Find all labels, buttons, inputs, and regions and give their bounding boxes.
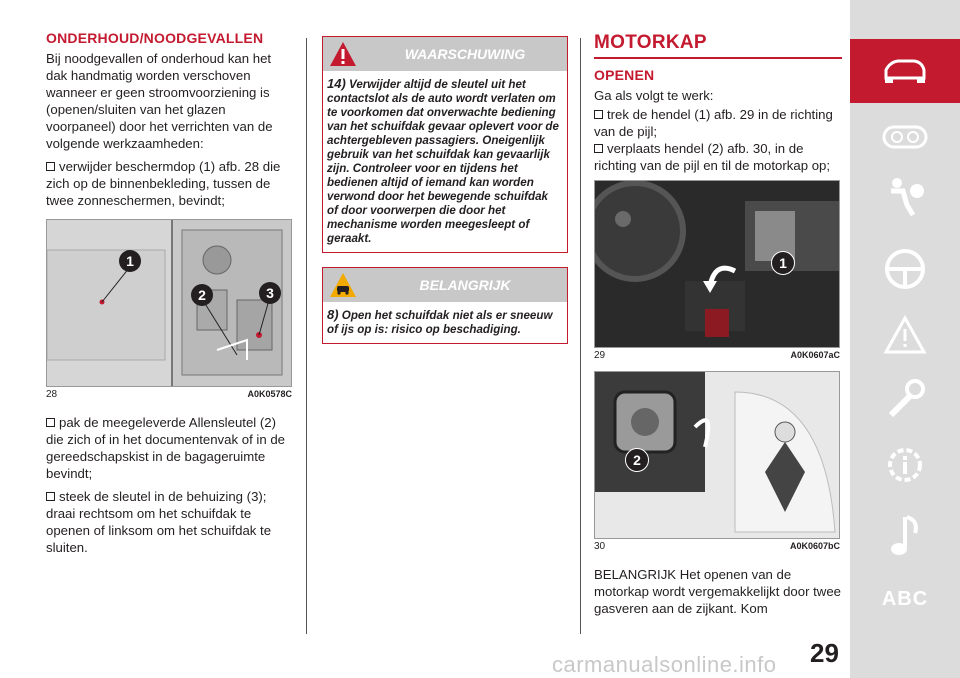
step-item [594,106,842,140]
dashboard-icon[interactable] [880,112,930,162]
callout-2: 2 [191,284,213,306]
warning-title: WAARSCHUWING [404,46,526,62]
column-divider [306,38,307,634]
wrench-icon[interactable] [880,374,930,424]
checkbox-bullet-icon [46,492,55,501]
figure-caption [594,350,840,361]
steering-wheel-icon[interactable] [880,244,930,294]
note-text: BELANGRIJK Het openen van de motorkap wordt vergemakkelijkt door twee gasveren aan de zijkant. Kom [594,567,842,616]
car-icon[interactable] [880,46,930,96]
abc-index-button[interactable] [880,574,930,624]
watermark: carmanualsonline.info [552,652,777,677]
warning-triangle-icon[interactable] [880,310,930,360]
important-text: Open het schuifdak niet als er sneeuw of ijs op is: risico op beschadiging. [327,309,553,336]
important-ref: 8) [327,307,339,322]
chapter-sidebar [850,0,960,678]
step-text: steek de sleutel in de behuizing (3); draai rechtsom om het schuifdak te openen of linksom om het schuifdak te sluiten. [46,489,272,555]
step-text: verplaats hendel (2) afb. 30, in de richting van de pijl en til de motorkap op; [594,141,831,173]
right-column [594,32,842,617]
figure-number: 29 [594,350,606,361]
step-text: pak de meegeleverde Allensleutel (2) die zich of in het documentenvak of in de gereedschapskist in de bagageruimte bevindt; [46,415,285,481]
intro-text: Ga als volgt te werk: [594,88,714,103]
airbag-icon[interactable] [880,172,930,222]
roof-illustration [47,220,291,386]
callout-2: 2 [625,448,649,472]
warning-body [323,71,567,252]
intro-text: Bij noodgevallen of onderhoud kan het dak handmatig worden verschoven wanneer er geen stroomvoorziening is (openen/sluiten van het glazen voorpaneel) door het verrichten van de volgende werkzaamheden: [46,51,273,151]
figure-caption [46,389,292,400]
checkbox-bullet-icon [46,418,55,427]
warning-text: Verwijder altijd de sleutel uit het contactslot als de auto wordt verlaten om te voorkomen dat onverwachte bediening van het schuifdak gevaar oplevert voor de achtergebleven passagiers. Oneigenlijk gebruik van het schuifdak kan gevaarlijk zijn. Controleer voor en tijdens het bedienen altijd of iemand kan worden verwond door het bewegende schuifdak of door voorwerpen die door het mechanisme worden meegesleept of geraakt. [327,78,559,245]
checkbox-bullet-icon [594,110,603,119]
warning-ref: 14) [327,76,346,91]
gear-info-icon[interactable] [880,440,930,490]
step-item [46,414,292,482]
callout-3: 3 [259,282,281,304]
important-title: BELANGRIJK [419,277,511,293]
heading-rule [594,57,842,59]
figure-code: A0K0607bC [789,541,840,551]
figure-code: A0K0578C [247,389,292,399]
callout-1: 1 [771,251,795,275]
step-item [46,488,292,556]
checkbox-bullet-icon [594,144,603,153]
warning-box [322,36,568,253]
step-text: trek de hendel (1) afb. 29 in de richting van de pijl; [594,107,833,139]
music-note-icon[interactable] [880,510,930,560]
section-heading: ONDERHOUD/NOODGEVALLEN [46,30,264,46]
middle-column [322,36,568,344]
step-item [594,140,842,174]
abc-label: ABC [881,587,929,610]
figure-30 [594,371,840,539]
figure-code: A0K0607aC [790,350,840,360]
warning-header [323,37,567,71]
page-number: 29 [810,638,839,668]
step-item [46,158,292,209]
important-box [322,267,568,344]
left-column [46,30,292,556]
important-body [323,302,567,343]
step-text: verwijder beschermdop (1) afb. 28 die zich op de binnenbekleding, tussen de twee zonneschermen, bevindt; [46,159,281,208]
important-header [323,268,567,302]
checkbox-bullet-icon [46,162,55,171]
subheading: OPENEN [594,67,655,83]
figure-29 [594,180,840,348]
figure-number: 28 [46,389,58,400]
section-heading: MOTORKAP [594,32,707,53]
figure-28 [46,219,292,387]
figure-caption [594,541,840,552]
callout-1: 1 [119,250,141,272]
figure-number: 30 [594,541,606,552]
interior-lever-illustration [595,181,839,347]
column-divider [580,38,581,634]
